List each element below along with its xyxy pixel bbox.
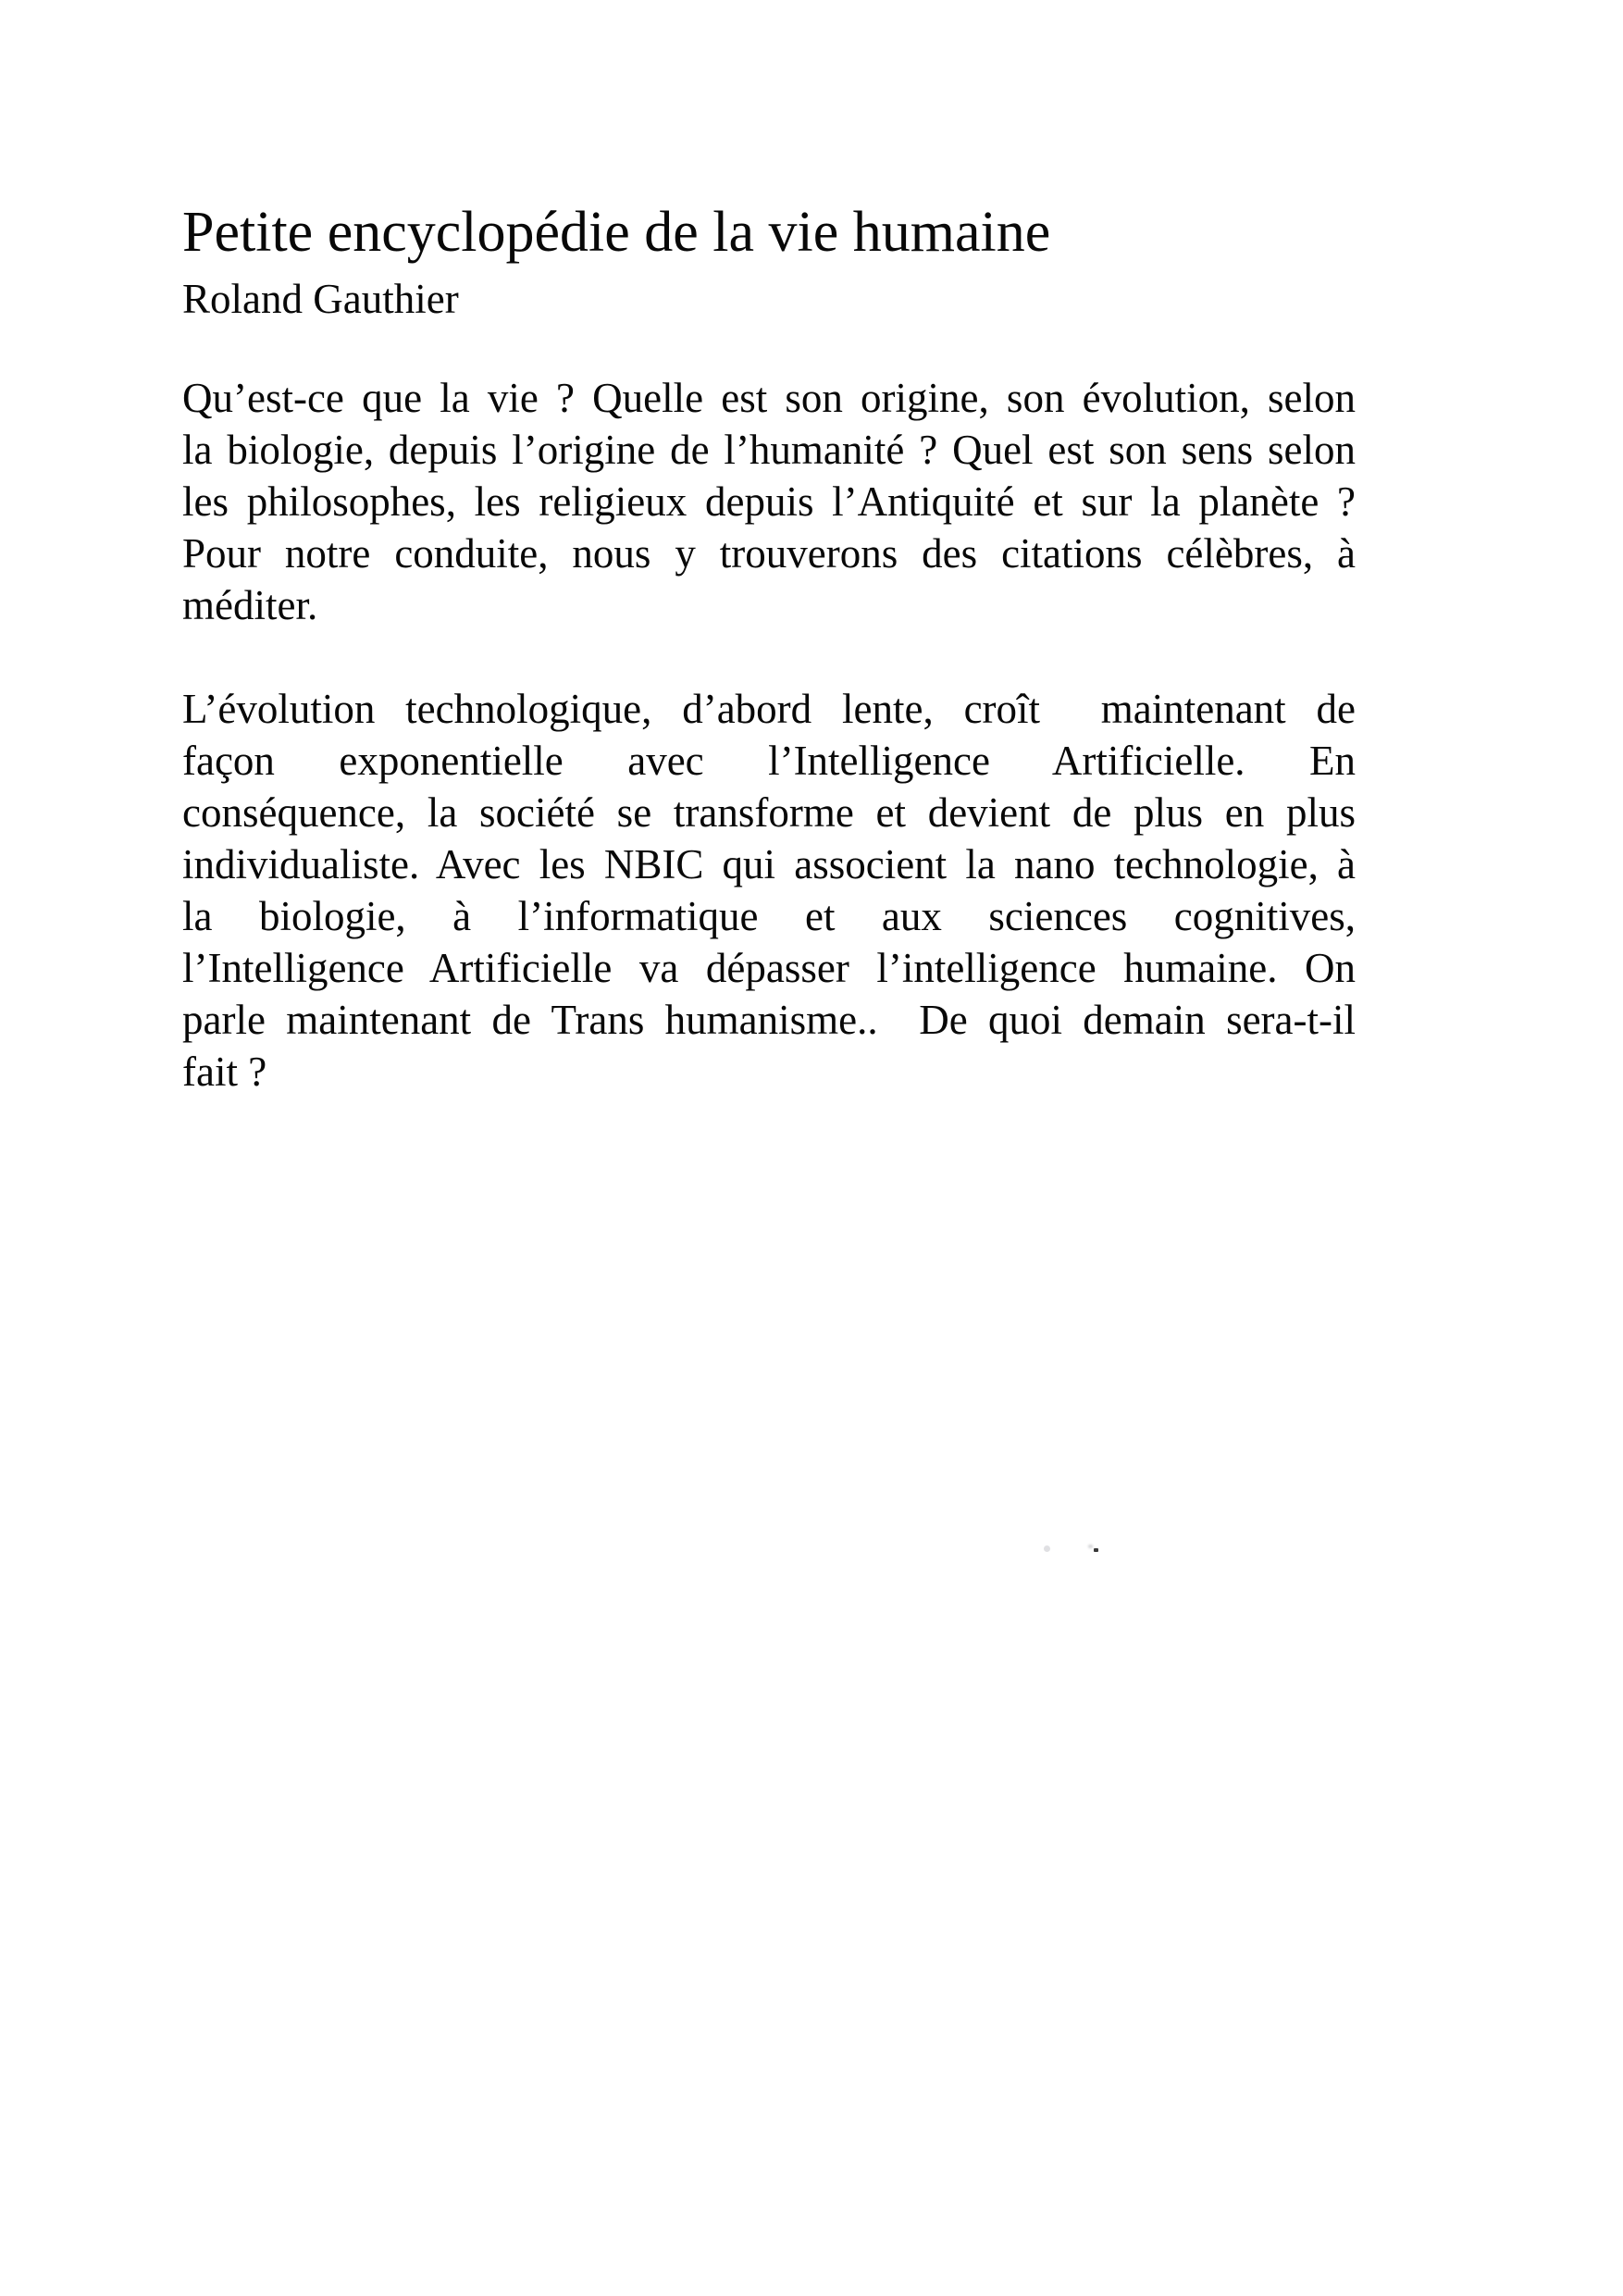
paragraph-line: méditer. xyxy=(182,582,318,628)
paragraph-line: Qu’est-ce que la vie ? Quelle est son origine, son évolution, selon xyxy=(182,375,1356,421)
paragraph-line: façon exponentielle avec l’Intelligence Artificielle. En xyxy=(182,738,1356,784)
paragraph-line: fait ? xyxy=(182,1049,267,1095)
paragraph-line: L’évolution technologique, d’abord lente, croît maintenant de xyxy=(182,686,1356,732)
paragraph-line: les philosophes, les religieux depuis l’Antiquité et sur la planète ? xyxy=(182,478,1356,525)
paragraph-line: conséquence, la société se transforme et devient de plus en plus xyxy=(182,789,1356,836)
paragraph-2 xyxy=(182,683,1356,1098)
scan-speck xyxy=(1094,1548,1098,1552)
paragraph-line: la biologie, à l’informatique et aux sciences cognitives, xyxy=(182,893,1356,939)
paragraph-line: l’Intelligence Artificielle va dépasser l’intelligence humaine. On xyxy=(182,945,1356,991)
paragraph-line: la biologie, depuis l’origine de l’humanité ? Quel est son sens selon xyxy=(182,427,1356,473)
paragraph-line: Pour notre conduite, nous y trouverons des citations célèbres, à xyxy=(182,530,1356,577)
document-author: Roland Gauthier xyxy=(182,276,459,322)
paragraph-line: individualiste. Avec les NBIC qui associent la nano technologie, à xyxy=(182,841,1356,887)
scan-speck xyxy=(1044,1545,1050,1552)
document-title: Petite encyclopédie de la vie humaine xyxy=(182,201,1051,264)
paragraph-line: parle maintenant de Trans humanisme.. De quoi demain sera-t-il xyxy=(182,997,1356,1043)
paragraph-1 xyxy=(182,372,1356,631)
